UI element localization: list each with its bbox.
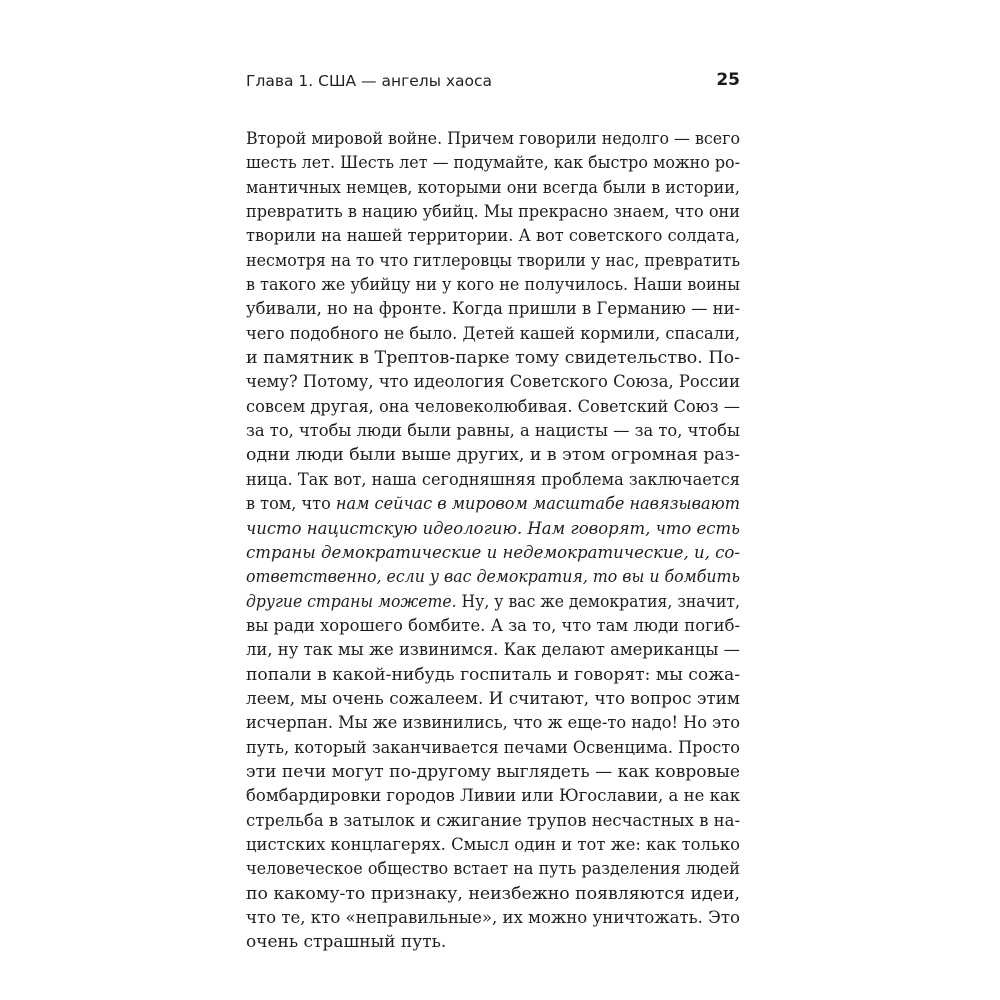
text-line — [246, 273, 740, 297]
text-line — [246, 249, 740, 273]
text-line — [246, 565, 740, 589]
running-head — [246, 70, 740, 94]
text-run: ли, ну так мы же извинимся. Как делают американцы — — [246, 640, 740, 661]
text-line — [246, 833, 740, 857]
text-line — [246, 346, 740, 370]
text-run: вы ради хорошего бомбите. А за то, что там люди погиб- — [246, 615, 740, 636]
text-run: путь, который заканчивается печами Освенцима. Просто — [246, 737, 740, 758]
text-line — [246, 809, 740, 833]
text-line — [246, 711, 740, 735]
text-line — [246, 638, 740, 662]
text-line — [246, 663, 740, 687]
text-line — [246, 492, 740, 516]
text-run: совсем другая, она человеколюбивая. Советский Союз — — [246, 396, 740, 417]
body-text — [246, 127, 740, 955]
text-run: и памятник в Трептов-парке тому свидетельство. По- — [246, 348, 740, 369]
italic-text-run: чисто нацистскую идеологию. Нам говорят, что есть — [246, 518, 740, 539]
text-line — [246, 395, 740, 419]
text-run: бомбардировки городов Ливии или Югославии, а не как — [246, 786, 740, 807]
text-run: мантичных немцев, которыми они всегда были в истории, — [246, 177, 740, 198]
text-line — [246, 127, 740, 151]
text-run: леем, мы очень сожалеем. И считают, что вопрос этим — [246, 688, 740, 709]
text-run: творили на нашей территории. А вот советского солдата, — [246, 226, 740, 247]
text-run: ница. Так вот, наша сегодняшняя проблема заключается — [246, 469, 740, 490]
text-run: исчерпан. Мы же извинились, что ж еще-то надо! Но это — [246, 713, 740, 734]
text-line — [246, 322, 740, 346]
text-run: шесть лет. Шесть лет — подумайте, как быстро можно ро- — [246, 153, 740, 174]
text-line — [246, 590, 740, 614]
text-run: превратить в нацию убийц. Мы прекрасно знаем, что они — [246, 202, 740, 223]
text-run: несмотря на то что гитлеровцы творили у нас, превратить — [246, 250, 740, 271]
text-run: очень страшный путь. — [246, 932, 447, 953]
text-line — [246, 736, 740, 760]
text-line — [246, 370, 740, 394]
text-run: стрельба в затылок и сжигание трупов несчастных в на- — [246, 810, 740, 831]
chapter-title: Глава 1. США — ангелы хаоса — [246, 72, 493, 90]
text-line — [246, 419, 740, 443]
text-run: Второй мировой войне. Причем говорили недолго — всего — [246, 129, 740, 149]
text-line — [246, 760, 740, 784]
text-line — [246, 857, 740, 881]
text-line — [246, 882, 740, 906]
text-run: по какому-то признаку, неизбежно появляются идеи, — [246, 883, 740, 904]
text-line — [246, 930, 740, 954]
page-number: 25 — [716, 70, 740, 90]
text-run: чему? Потому, что идеология Советского Союза, России — [246, 372, 740, 393]
text-run: человеческое общество встает на путь разделения людей — [246, 859, 740, 880]
text-line — [246, 784, 740, 808]
text-line — [246, 176, 740, 200]
text-line — [246, 517, 740, 541]
text-line — [246, 468, 740, 492]
text-run: Ну, у вас же демократия, значит, — [456, 591, 740, 612]
text-line — [246, 224, 740, 248]
text-line — [246, 151, 740, 175]
text-run: в такого же убийцу ни у кого не получилось. Наши воины — [246, 275, 740, 296]
italic-text-run: ответственно, если у вас демократия, то вы и бомбить — [246, 567, 740, 588]
italic-text-run: другие страны можете. — [246, 591, 457, 612]
text-run: попали в какой-нибудь госпиталь и говорят: мы сожа- — [246, 664, 740, 685]
italic-text-run: страны демократические и недемократические, и, со- — [246, 542, 740, 563]
text-line — [246, 443, 740, 467]
text-line — [246, 614, 740, 638]
italic-text-run: нам сейчас в мировом масштабе навязывают — [335, 494, 740, 515]
text-line — [246, 297, 740, 321]
text-run: за то, чтобы люди были равны, а нацисты — за то, чтобы — [246, 421, 740, 442]
text-run: цистских концлагерях. Смысл один и тот же: как только — [246, 834, 740, 855]
text-line — [246, 541, 740, 565]
text-run: одни люди были выше других, и в этом огромная раз- — [246, 445, 740, 466]
text-run: что те, кто «неправильные», их можно уничтожать. Это — [246, 908, 740, 928]
text-run: эти печи могут по-другому выглядеть — как ковровые — [246, 761, 740, 782]
text-run: в том, что — [246, 494, 336, 515]
text-line — [246, 687, 740, 711]
text-run: убивали, но на фронте. Когда пришли в Германию — ни- — [246, 299, 740, 320]
text-line — [246, 200, 740, 224]
text-run: чего подобного не было. Детей кашей кормили, спасали, — [246, 323, 740, 344]
text-line — [246, 906, 740, 930]
